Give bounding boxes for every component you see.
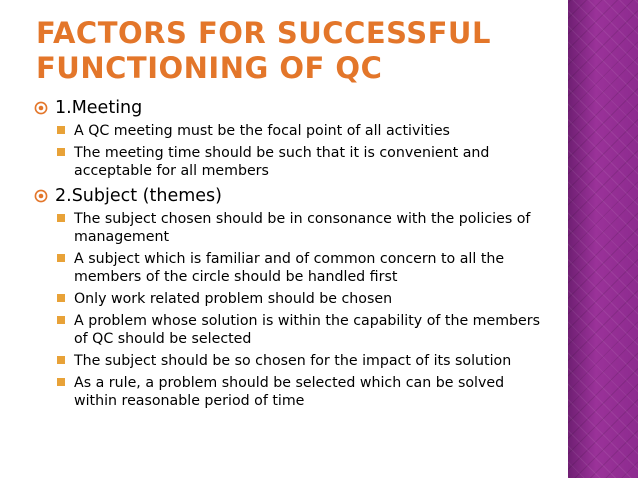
slide-content — [0, 94, 560, 414]
list-item — [0, 290, 560, 308]
list-item-text: A QC meeting must be the focal point of all activities — [74, 123, 450, 139]
list-item-text: A problem whose solution is within the capability of the members of QC should be selected — [74, 313, 541, 347]
title-line-1: FACTORS FOR SUCCESSFUL — [36, 16, 491, 50]
list-item-text: A subject which is familiar and of common concern to all the members of the circle should be handled first — [74, 251, 505, 285]
list-item-text: The subject chosen should be in consonance with the policies of management — [74, 211, 531, 245]
section-heading-text: 1.Meeting — [55, 98, 143, 118]
circle-target-icon — [34, 101, 48, 115]
square-bullet-icon — [57, 214, 65, 222]
decorative-side-band — [568, 0, 638, 478]
title-line-2: FUNCTIONING OF QC — [36, 51, 383, 85]
list-item-text: Only work related problem should be chosen — [74, 291, 393, 307]
list-item-text: The subject should be so chosen for the impact of its solution — [74, 353, 512, 369]
list-item-text: The meeting time should be such that it is convenient and acceptable for all members — [74, 145, 490, 179]
square-bullet-icon — [57, 148, 65, 156]
section-heading-text: 2.Subject (themes) — [55, 186, 222, 206]
list-item — [0, 312, 560, 348]
list-item — [0, 352, 560, 370]
square-bullet-icon — [57, 254, 65, 262]
list-item — [0, 210, 560, 246]
square-bullet-icon — [57, 126, 65, 134]
circle-target-icon — [34, 189, 48, 203]
square-bullet-icon — [57, 316, 65, 324]
slide-title — [36, 16, 556, 86]
list-item — [0, 250, 560, 286]
section-heading-meeting — [0, 96, 560, 120]
list-item-text: As a rule, a problem should be selected which can be solved within reasonable period of time — [74, 375, 505, 409]
square-bullet-icon — [57, 356, 65, 364]
square-bullet-icon — [57, 294, 65, 302]
list-item — [0, 122, 560, 140]
list-item — [0, 374, 560, 410]
square-bullet-icon — [57, 378, 65, 386]
section-heading-subject — [0, 184, 560, 208]
list-item — [0, 144, 560, 180]
